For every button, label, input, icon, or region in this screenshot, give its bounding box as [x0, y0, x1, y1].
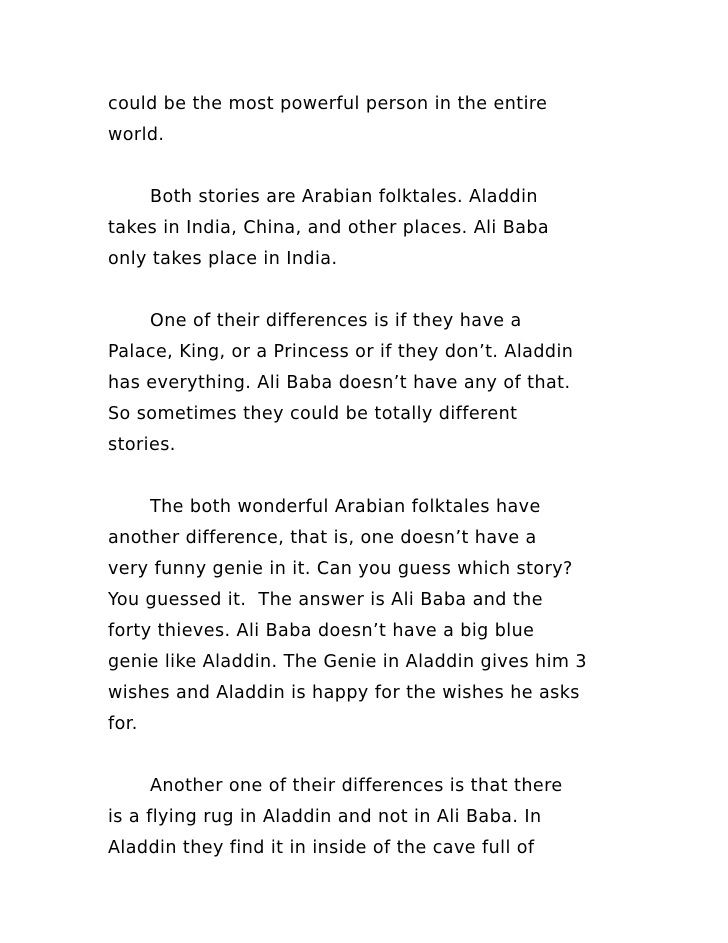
text-line: So sometimes they could be totally different [108, 404, 518, 424]
paragraph [108, 492, 628, 740]
text-line: world. [108, 125, 165, 145]
text-line: very funny genie in it. Can you guess which story? [108, 559, 573, 579]
text-line: could be the most powerful person in the entire [108, 94, 548, 114]
paragraph-spacer [108, 275, 628, 306]
text-line: for. [108, 714, 138, 734]
text-line: You guessed it. The answer is Ali Baba and the [108, 590, 543, 610]
text-line: takes in India, China, and other places. Ali Baba [108, 218, 550, 238]
paragraph-spacer [108, 151, 628, 182]
text-line: forty thieves. Ali Baba doesn’t have a big blue [108, 621, 535, 641]
paragraph [108, 89, 628, 151]
text-line: genie like Aladdin. The Genie in Aladdin gives him 3 [108, 652, 587, 672]
text-line: Another one of their differences is that there [150, 776, 563, 796]
paragraph-spacer [108, 461, 628, 492]
document-body [108, 89, 628, 864]
paragraph [108, 771, 628, 864]
paragraph [108, 306, 628, 461]
text-line: only takes place in India. [108, 249, 338, 269]
text-line: Aladdin they find it in inside of the cave full of [108, 838, 535, 858]
text-line: wishes and Aladdin is happy for the wishes he asks [108, 683, 580, 703]
text-line: stories. [108, 435, 176, 455]
text-line: Palace, King, or a Princess or if they don’t. Aladdin [108, 342, 574, 362]
text-line: One of their differences is if they have a [150, 311, 522, 331]
paragraph [108, 182, 628, 275]
paragraph-spacer [108, 740, 628, 771]
text-line: Both stories are Arabian folktales. Aladdin [150, 187, 538, 207]
text-line: has everything. Ali Baba doesn’t have any of that. [108, 373, 571, 393]
text-line: another difference, that is, one doesn’t have a [108, 528, 537, 548]
text-line: The both wonderful Arabian folktales have [150, 497, 541, 517]
text-line: is a flying rug in Aladdin and not in Ali Baba. In [108, 807, 542, 827]
